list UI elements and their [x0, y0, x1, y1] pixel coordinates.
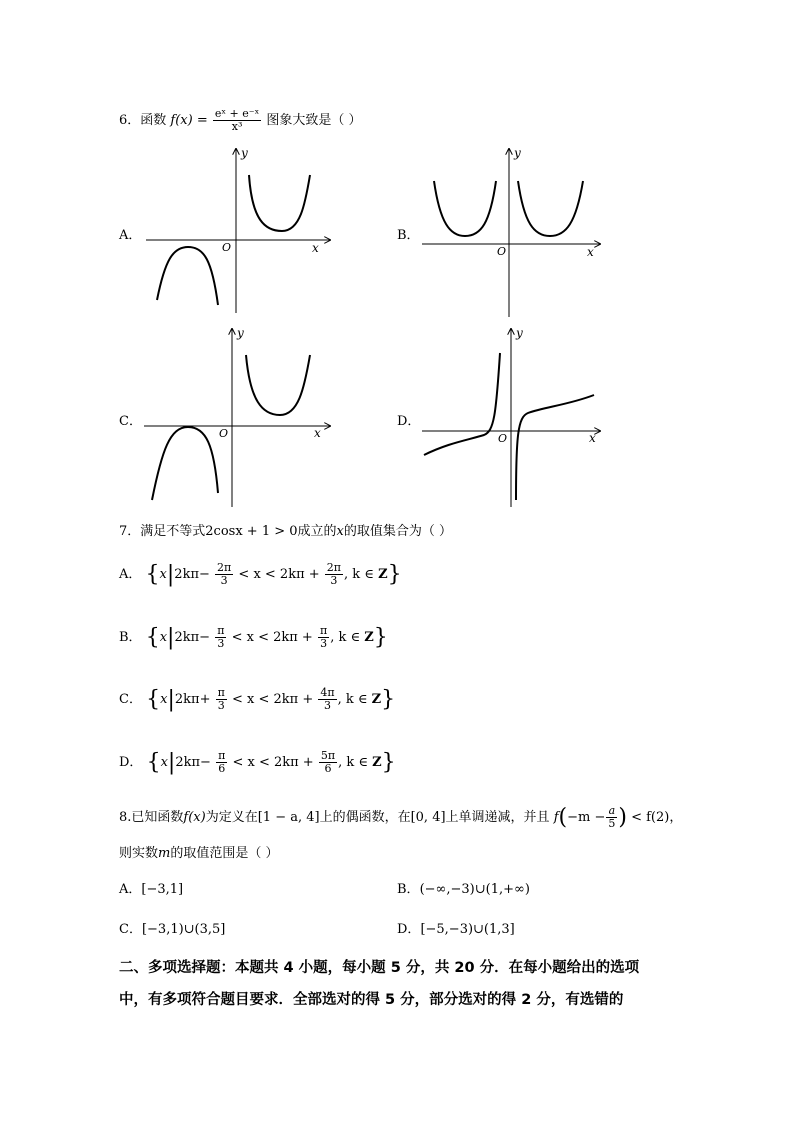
- q7-variable: x: [336, 524, 344, 539]
- set-z: Z: [371, 692, 382, 707]
- left-part: 2kπ: [174, 630, 200, 645]
- q6-function-name: f(x) =: [170, 113, 208, 128]
- q6-numerator: eˣ + e⁻ˣ: [214, 107, 260, 120]
- axis-y-label: y: [237, 326, 244, 340]
- q6-suffix: 图象大致是（ ）: [266, 113, 362, 128]
- q7-option-d: [119, 750, 396, 775]
- q7-option-b: [119, 625, 388, 650]
- origin-label: O: [498, 432, 508, 445]
- q8-option-d: [397, 918, 515, 937]
- section2-line2: 中，有多项符合题目要求．全部选对的得 5 分，部分选对的得 2 分，有选错的: [119, 992, 624, 1008]
- left-frac: $\frac{2\pi}{3}$: [217, 561, 232, 587]
- q7-option-b-label: B．: [119, 630, 142, 645]
- q8-text-a: 8.已知函数: [119, 810, 184, 825]
- curve-left: [152, 427, 218, 500]
- q8-end: ，: [669, 810, 683, 825]
- axis-x-label: x: [312, 241, 319, 255]
- set-var: x: [160, 692, 168, 707]
- middle: < x < 2kπ +: [238, 567, 320, 582]
- right-paren: ): [618, 805, 627, 830]
- origin-label: O: [219, 427, 229, 440]
- middle: < x < 2kπ +: [231, 630, 313, 645]
- set-var: x: [159, 567, 167, 582]
- q6-fraction: [213, 108, 261, 133]
- q6-denominator: x³: [231, 120, 243, 133]
- q8-domain: [1 − a, 4]: [257, 810, 320, 825]
- q8-line2-b: 的取值范围是（ ）: [170, 846, 279, 861]
- q8-option-d-label: D．: [397, 922, 421, 937]
- curve-right: [518, 181, 583, 236]
- operator: +: [199, 692, 211, 707]
- q8-text-c: 上的偶函数，在: [319, 810, 411, 825]
- middle: < x < 2kπ +: [232, 755, 314, 770]
- origin-label: O: [222, 241, 232, 254]
- q8-function: f(x): [183, 810, 206, 825]
- bar: |: [166, 562, 175, 587]
- right-brace: }: [381, 687, 396, 712]
- left-frac: $\frac{\pi}{3}$: [217, 686, 225, 712]
- set-var: x: [160, 755, 168, 770]
- middle: < x < 2kπ +: [231, 692, 314, 707]
- q8-frac: $\frac{a}{5}$: [608, 804, 616, 830]
- q6-graph-a: [140, 145, 340, 315]
- left-brace: {: [145, 562, 160, 587]
- curve-right: [516, 395, 594, 500]
- set-z: Z: [372, 755, 382, 770]
- left-part: 2kπ: [175, 755, 201, 770]
- q8-var: m: [158, 846, 171, 861]
- operator: −: [199, 567, 210, 582]
- q8-option-b-label: B．: [397, 882, 420, 897]
- right-frac: $\frac{4\pi}{3}$: [320, 686, 335, 712]
- bar: |: [167, 625, 175, 650]
- left-brace: {: [146, 687, 161, 712]
- q8-option-a-text: [−3,1]: [141, 882, 184, 897]
- q7-stem-c: 的取值集合为（ ）: [343, 524, 453, 539]
- q8-option-c: [119, 918, 225, 937]
- left-paren: (: [558, 805, 568, 830]
- q7-option-c: [119, 687, 395, 712]
- axis-y-label: y: [241, 146, 248, 160]
- axis-y-label: y: [516, 326, 523, 340]
- q8-line2-a: 则实数: [119, 846, 159, 861]
- q7-option-d-label: D．: [119, 755, 143, 770]
- curve-left: [424, 353, 500, 455]
- left-part: 2kπ: [174, 692, 200, 707]
- q6-graph-b: [418, 145, 608, 320]
- q7-stem: [119, 520, 452, 539]
- tail: , k ∈: [338, 755, 373, 770]
- left-part: 2kπ: [174, 567, 199, 582]
- bar: |: [167, 750, 176, 775]
- axis-x-label: x: [587, 245, 594, 259]
- left-brace: {: [145, 625, 160, 650]
- q8-option-a: [119, 878, 183, 897]
- tail: , k ∈: [337, 692, 372, 707]
- right-frac: $\frac{5\pi}{6}$: [320, 749, 336, 775]
- left-frac: $\frac{\pi}{3}$: [217, 624, 225, 650]
- q7-inequality: 2cosx + 1 > 0: [205, 524, 298, 539]
- q8-text-d: 上单调递减，并且: [445, 810, 550, 825]
- operator: −: [200, 755, 211, 770]
- q8-stem-line1: [119, 805, 682, 830]
- q8-option-b: [397, 878, 530, 897]
- q6-option-c-label: C．: [119, 414, 142, 429]
- q6-prefix: 6．函数: [119, 113, 167, 128]
- q8-text-b: 为定义在: [205, 810, 258, 825]
- curve-left: [157, 247, 218, 305]
- q8-option-a-label: A．: [119, 882, 142, 897]
- right-brace: }: [387, 562, 402, 587]
- right-frac: $\frac{\pi}{3}$: [319, 624, 328, 650]
- curve-right: [249, 175, 310, 231]
- q7-option-a-label: A．: [119, 567, 142, 582]
- set-z: Z: [378, 567, 388, 582]
- set-var: x: [159, 630, 168, 645]
- operator: −: [199, 630, 211, 645]
- tail: , k ∈: [330, 630, 365, 645]
- curve-left: [434, 181, 496, 236]
- axis-x-label: x: [314, 426, 321, 440]
- q8-f: f: [553, 810, 559, 825]
- q6-stem: [119, 108, 362, 133]
- q6-option-d-label: D．: [397, 414, 421, 429]
- origin-label: O: [497, 245, 507, 258]
- q7-stem-a: 7．满足不等式: [119, 524, 206, 539]
- q8-stem-line2: [119, 842, 278, 861]
- right-brace: }: [381, 750, 396, 775]
- axis-x-label: x: [589, 431, 596, 445]
- q8-option-d-text: [−5,−3)∪(1,3]: [420, 922, 515, 937]
- left-frac: $\frac{\pi}{6}$: [218, 749, 226, 775]
- q6-option-a-label: A．: [119, 228, 142, 243]
- q6-graph-d: [418, 325, 608, 510]
- section2-line1: 二、多项选择题：本题共 4 小题，每小题 5 分，共 20 分．在每小题给出的选项: [119, 960, 640, 976]
- q6-option-b-label: B．: [397, 228, 420, 243]
- q8-ineq-b: −m −: [567, 810, 606, 825]
- q6-graph-c: [140, 325, 340, 510]
- q8-interval: [0, 4]: [410, 810, 446, 825]
- q7-option-a: [119, 562, 402, 587]
- curve-right: [246, 355, 310, 415]
- set-z: Z: [364, 630, 374, 645]
- bar: |: [167, 687, 175, 712]
- right-frac: $\frac{2\pi}{3}$: [326, 561, 342, 587]
- q7-option-c-label: C．: [119, 692, 142, 707]
- axis-y-label: y: [514, 146, 521, 160]
- tail: , k ∈: [344, 567, 379, 582]
- q8-option-b-text: (−∞,−3)∪(1,+∞): [419, 882, 530, 897]
- q8-ineq-c: < f(2): [631, 810, 670, 825]
- q8-option-c-text: [−3,1)∪(3,5]: [141, 922, 226, 937]
- q8-option-c-label: C．: [119, 922, 142, 937]
- q7-stem-b: 成立的: [297, 524, 337, 539]
- left-brace: {: [146, 750, 161, 775]
- right-brace: }: [373, 625, 388, 650]
